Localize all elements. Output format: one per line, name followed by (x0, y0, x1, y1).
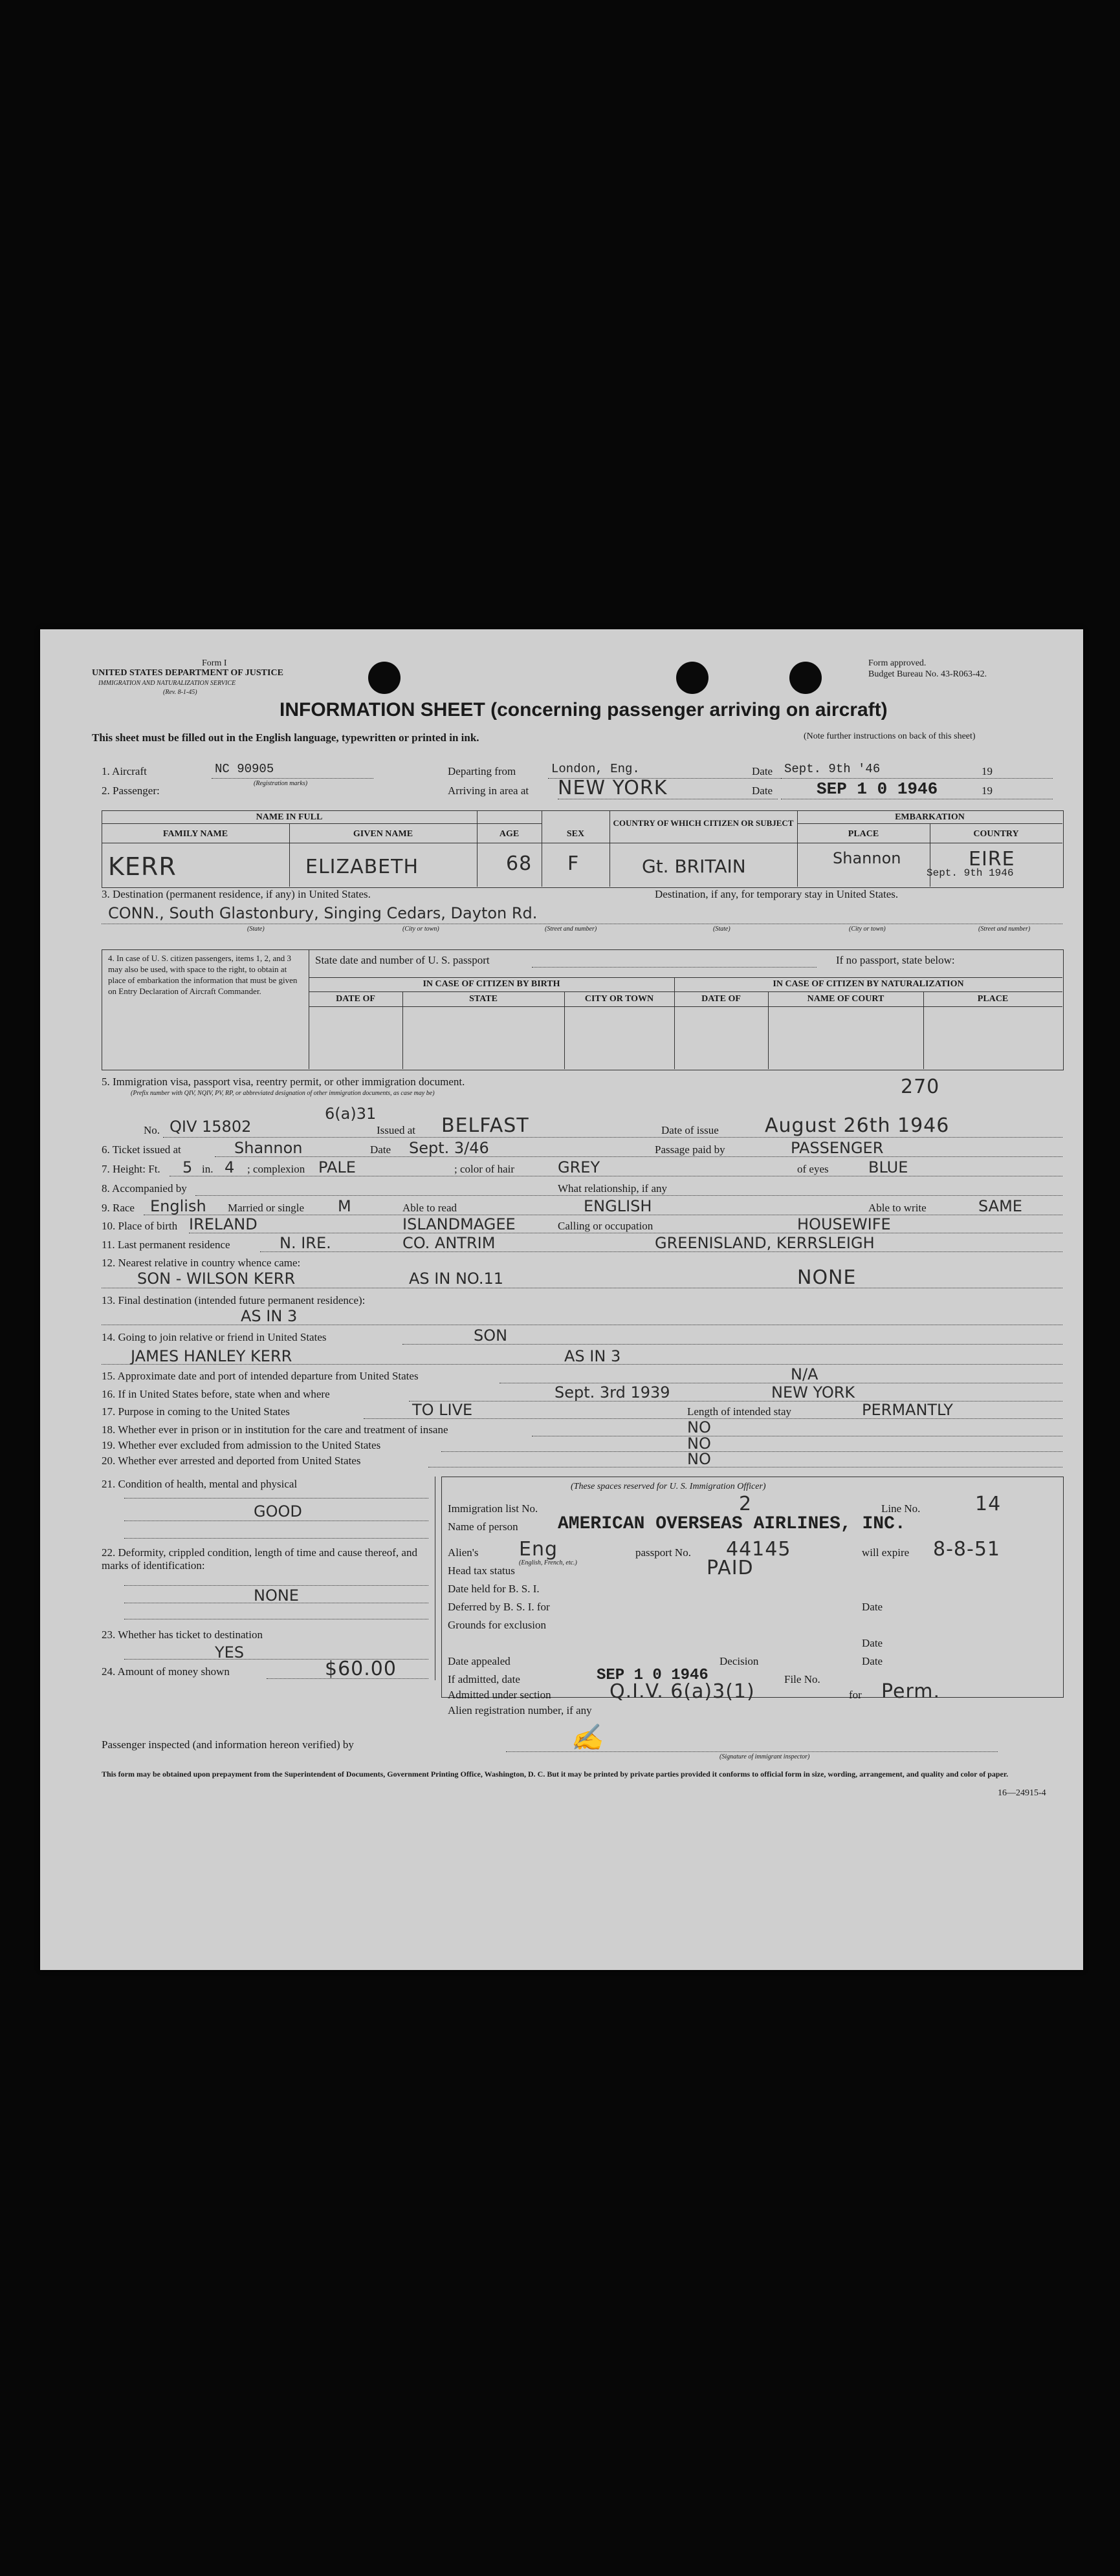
punch-hole (789, 662, 822, 694)
row-value: Sept. 3rd 1939 (555, 1383, 670, 1402)
name-in-full-header: NAME IN FULL (256, 812, 323, 822)
row-label: 17. Purpose in coming to the United States (102, 1405, 290, 1418)
row-value: PERMANTLY (862, 1401, 953, 1419)
date-label: Date (862, 1655, 883, 1667)
row-label: 13. Final destination (intended future permanent residence): (102, 1294, 366, 1306)
row-value: HOUSEWIFE (797, 1215, 891, 1233)
issue-date-label: Date of issue (661, 1124, 719, 1136)
embark-place-value: Shannon (833, 849, 901, 867)
arrival-date-stamp: SEP 1 0 1946 (817, 779, 938, 799)
money-label: 24. Amount of money shown (102, 1665, 230, 1678)
form-code: 16—24915-4 (998, 1788, 1046, 1798)
health-label: 21. Condition of health, mental and physical (102, 1478, 298, 1490)
date-label: Date (862, 1601, 883, 1613)
aircraft-label: 1. Aircraft (102, 765, 147, 777)
revision: (Rev. 8-1-45) (163, 689, 197, 696)
for-value: Perm. (881, 1680, 941, 1703)
row-label: 15. Approximate date and port of intended departure from United States (102, 1370, 419, 1382)
row-value: N. IRE. (280, 1234, 331, 1252)
appealed-label: Date appealed (448, 1655, 511, 1667)
aliens-label: Alien's (448, 1546, 479, 1559)
place-header: PLACE (848, 829, 879, 839)
row-label: Date (370, 1143, 391, 1156)
row-label: Calling or occupation (558, 1220, 653, 1232)
country-col-header: COUNTRY (973, 829, 1019, 839)
sex-header: SEX (566, 829, 585, 839)
file-label: File No. (784, 1673, 820, 1685)
alien-reg-label: Alien registration number, if any (448, 1704, 592, 1716)
row-value: AS IN 3 (241, 1307, 298, 1325)
sub-city: (City or town) (402, 925, 439, 933)
row-label: Able to read (402, 1202, 457, 1214)
embarkation-header: EMBARKATION (895, 812, 965, 822)
line-no-value: 14 (975, 1493, 1002, 1515)
officer-header: (These spaces reserved for U. S. Immigration Officer) (571, 1482, 766, 1491)
visa-annotation: 6(a)31 (325, 1105, 377, 1123)
row-label: of eyes (797, 1163, 829, 1175)
deferred-label: Deferred by B. S. I. for (448, 1601, 550, 1613)
given-name-value: ELIZABETH (305, 856, 419, 878)
destination-label: 3. Destination (permanent residence, if any) in United States. (102, 888, 371, 900)
row-label: ; color of hair (454, 1163, 514, 1175)
row-label: 8. Accompanied by (102, 1182, 187, 1195)
row-label: What relationship, if any (558, 1182, 668, 1195)
row-value: English (150, 1197, 206, 1215)
date-label: Date (752, 765, 773, 777)
sub-street: (Street and number) (978, 925, 1031, 933)
section-value: Q.I.V. 6(a)3(1) (609, 1680, 755, 1703)
row-value: ISLANDMAGEE (402, 1215, 516, 1233)
inspected-label: Passenger inspected (and information hereon verified) by (102, 1738, 354, 1751)
row-label: 9. Race (102, 1202, 135, 1214)
row-label: 12. Nearest relative in country whence came: (102, 1257, 301, 1269)
row-label: 11. Last permanent residence (102, 1239, 230, 1251)
passport-no-label: passport No. (635, 1546, 691, 1559)
naturalization-header: IN CASE OF CITIZEN BY NATURALIZATION (773, 979, 964, 989)
row-value: NO (687, 1418, 711, 1436)
ticket-label: 23. Whether has ticket to destination (102, 1629, 263, 1641)
row-value: N/A (791, 1365, 818, 1383)
section-label: Admitted under section (448, 1689, 551, 1701)
departing-value: London, Eng. (551, 762, 640, 776)
company-stamp: AMERICAN OVERSEAS AIRLINES, INC. (558, 1514, 906, 1534)
date-of-header: DATE OF (701, 994, 741, 1004)
head-tax-label: Head tax status (448, 1564, 515, 1577)
row-value: ENGLISH (584, 1197, 652, 1215)
year-suffix: 19 (982, 765, 993, 777)
row-label: Length of intended stay (687, 1405, 791, 1418)
row-value: SAME (978, 1197, 1022, 1215)
city-header: CITY OR TOWN (584, 994, 654, 1004)
passenger-label: 2. Passenger: (102, 785, 160, 797)
for-label: for (849, 1689, 862, 1701)
embark-country-value: EIRE (969, 848, 1015, 871)
no-passport-label: If no passport, state below: (836, 954, 955, 966)
departing-label: Departing from (448, 765, 516, 777)
aliens-sub: (English, French, etc.) (519, 1559, 577, 1566)
expire-value: 8-8-51 (933, 1538, 1000, 1561)
issued-at-value: BELFAST (441, 1114, 529, 1137)
row4-text: 4. In case of U. S. citizen passengers, items 1, 2, and 3 may also be used, with space to the right, to obtain at place of embarkation the information that must be given on Entry Declaration of Aircraft Commander. (108, 953, 298, 996)
place-header: PLACE (977, 994, 1009, 1004)
row-label: Able to write (868, 1202, 927, 1214)
sub-city: (City or town) (849, 925, 886, 933)
row-label: 6. Ticket issued at (102, 1143, 181, 1156)
deformity-label: 22. Deformity, crippled condition, length of time and cause thereof, and marks of identification: (102, 1546, 417, 1572)
sex-value: F (567, 852, 580, 875)
person-label: Name of person (448, 1521, 518, 1533)
country-header: COUNTRY OF WHICH CITIZEN OR SUBJECT (613, 818, 794, 828)
margin-number: 270 (901, 1076, 940, 1098)
money-value: $60.00 (325, 1658, 397, 1680)
row-value: AS IN NO.11 (409, 1270, 503, 1288)
departure-date: Sept. 9th '46 (784, 762, 881, 776)
health-value: GOOD (254, 1502, 302, 1521)
row-label: 18. Whether ever in prison or in institution for the care and treatment of insane (102, 1423, 448, 1436)
row-label: ; complexion (247, 1163, 305, 1175)
row-value: SON (474, 1326, 508, 1345)
fine-print: This form may be obtained upon prepayment from the Superintendent of Documents, Government Printing Office, Washington, D. C. But it may be printed by private parties provided it conforms to official form in size, wording, arrangement, and quality and color of paper. (102, 1770, 1009, 1779)
ticket-value: YES (215, 1643, 245, 1661)
row-value: PALE (318, 1158, 356, 1176)
admitted-label: If admitted, date (448, 1673, 520, 1685)
form-approved: Form approved. (868, 658, 927, 668)
form-number: Form I (202, 658, 227, 668)
date-label: Date (752, 785, 773, 797)
department: UNITED STATES DEPARTMENT OF JUSTICE (92, 668, 283, 678)
list-no-label: Immigration list No. (448, 1502, 538, 1515)
registration-label: (Registration marks) (254, 780, 308, 787)
passport-label: State date and number of U. S. passport (315, 954, 490, 966)
instruction: This sheet must be filled out in the English language, typewritten or printed in ink. (92, 731, 479, 744)
visa-no-label: No. (144, 1124, 160, 1136)
visa-prefix-note: (Prefix number with QIV, NQIV, PV, RP, or abbreviated designation of other immigration documents, as case may be) (131, 1090, 435, 1097)
list-no-value: 2 (739, 1493, 752, 1515)
age-header: AGE (499, 829, 520, 839)
punch-hole (368, 662, 401, 694)
row-value: JAMES HANLEY KERR (131, 1347, 292, 1365)
row-label: 14. Going to join relative or friend in United States (102, 1331, 327, 1343)
visa-no-value: QIV 15802 (170, 1118, 252, 1136)
row-value: PASSENGER (791, 1139, 884, 1157)
row-value: NEW YORK (771, 1383, 855, 1402)
family-name-value: KERR (108, 852, 177, 881)
row-value: 4 (225, 1158, 235, 1176)
row-value: SON - WILSON KERR (137, 1270, 296, 1288)
visa-label: 5. Immigration visa, passport visa, reentry permit, or other immigration document. (102, 1076, 465, 1088)
row-value: TO LIVE (412, 1401, 473, 1419)
row-value: AS IN 3 (564, 1347, 621, 1365)
sub-state: (State) (713, 925, 730, 933)
birth-header: IN CASE OF CITIZEN BY BIRTH (423, 979, 560, 989)
sub-state: (State) (247, 925, 265, 933)
row-label: 16. If in United States before, state when and where (102, 1388, 330, 1400)
row-value: NONE (797, 1266, 857, 1289)
year-suffix: 19 (982, 785, 993, 797)
row-label: Married or single (228, 1202, 305, 1214)
row-value: GREY (558, 1158, 600, 1176)
country-value: Gt. BRITAIN (642, 856, 746, 877)
page-title: INFORMATION SHEET (concerning passenger arriving on aircraft) (280, 699, 888, 720)
issued-at-label: Issued at (377, 1124, 415, 1136)
row-label: Passage paid by (655, 1143, 725, 1156)
row-value: M (338, 1197, 351, 1215)
destination-value: CONN., South Glastonbury, Singing Cedars, Dayton Rd. (108, 904, 538, 922)
row-label: 19. Whether ever excluded from admission to the United States (102, 1439, 381, 1451)
arriving-value: NEW YORK (558, 777, 668, 799)
date-held-label: Date held for B. S. I. (448, 1583, 540, 1595)
punch-hole (676, 662, 708, 694)
row-value: BLUE (868, 1158, 908, 1176)
budget-number: Budget Bureau No. 43-R063-42. (868, 669, 987, 679)
aliens-value: Eng (519, 1538, 558, 1561)
date-of-header: DATE OF (336, 994, 375, 1004)
deformity-value: NONE (254, 1586, 299, 1605)
row-value: NO (687, 1450, 711, 1468)
row-value: Shannon (234, 1139, 303, 1157)
signature-label: (Signature of immigrant inspector) (719, 1753, 810, 1760)
line-no-label: Line No. (881, 1502, 921, 1515)
embark-date: Sept. 9th 1946 (927, 867, 1014, 879)
grounds-label: Grounds for exclusion (448, 1619, 547, 1631)
court-header: NAME OF COURT (807, 994, 884, 1004)
row-value: IRELAND (189, 1215, 258, 1233)
temp-destination-label: Destination, if any, for temporary stay in United States. (655, 888, 899, 900)
row-value: NO (687, 1434, 711, 1453)
sub-street: (Street and number) (545, 925, 597, 933)
inspector-signature: ✍ (571, 1723, 603, 1753)
family-name-header: FAMILY NAME (162, 829, 228, 839)
service: IMMIGRATION AND NATURALIZATION SERVICE (98, 680, 236, 687)
state-header: STATE (469, 994, 498, 1004)
row-value: CO. ANTRIM (402, 1234, 496, 1252)
decision-label: Decision (719, 1655, 759, 1667)
aircraft-value: NC 90905 (215, 762, 274, 776)
arriving-label: Arriving in area at (448, 785, 529, 797)
row-value: Sept. 3/46 (409, 1139, 489, 1157)
row-label: 10. Place of birth (102, 1220, 178, 1232)
row-label: in. (202, 1163, 214, 1175)
issue-date-value: August 26th 1946 (765, 1114, 950, 1137)
note: (Note further instructions on back of this sheet) (804, 731, 976, 741)
passport-no-value: 44145 (726, 1538, 791, 1561)
row-value: GREENISLAND, KERRSLEIGH (655, 1234, 875, 1252)
head-tax-value: PAID (707, 1557, 754, 1579)
row-label: 20. Whether ever arrested and deported from United States (102, 1455, 361, 1467)
document-sheet (40, 629, 1083, 1970)
date-label: Date (862, 1637, 883, 1649)
row-label: 7. Height: Ft. (102, 1163, 160, 1175)
age-value: 68 (506, 852, 533, 875)
row-value: 5 (182, 1158, 193, 1176)
expire-label: will expire (862, 1546, 910, 1559)
admitted-date-stamp: SEP 1 0 1946 (597, 1667, 708, 1684)
given-name-header: GIVEN NAME (353, 829, 413, 839)
